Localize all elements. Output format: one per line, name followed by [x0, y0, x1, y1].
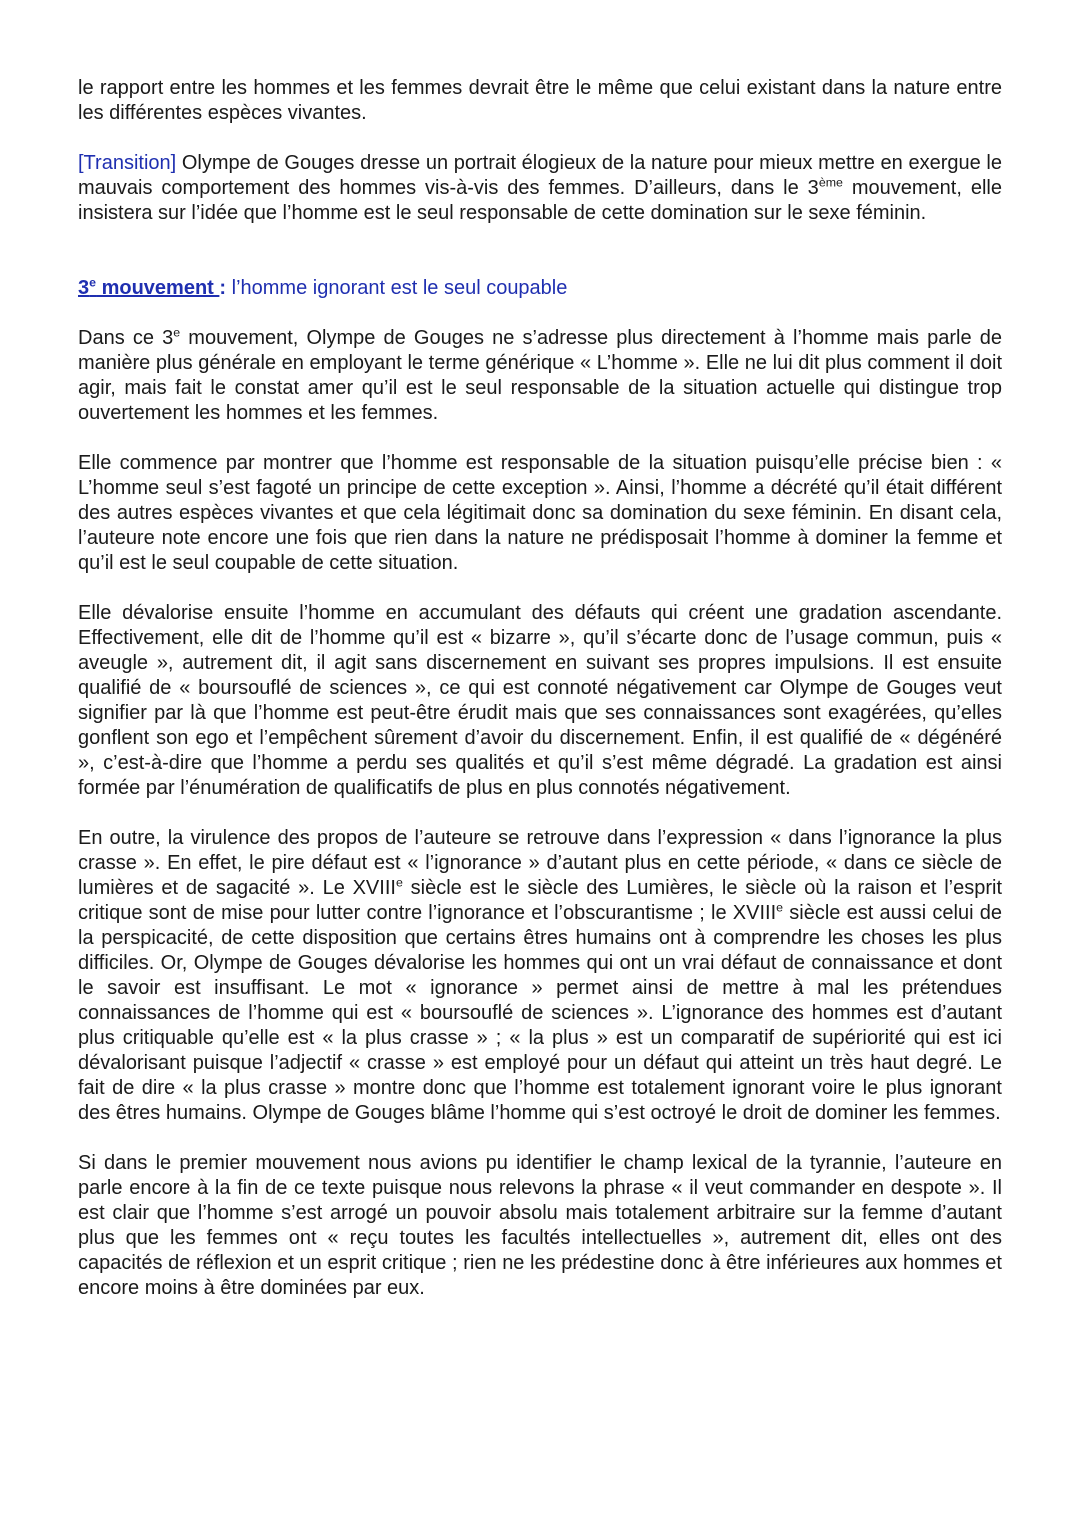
p4-superscript-1: e [395, 875, 403, 890]
p4-part-1: En outre, la virulence des propos de l’auteure se retrouve dans l’expression « dans l’ignorance la plus crasse ». En effet, le pire défaut est « l’ignorance » d’autant plus en cette période, « dans ce siècle de lumières et de sagacité ». Le XVIII [78, 827, 1002, 899]
heading-colon: : [219, 277, 227, 299]
paragraph-1 [78, 326, 1002, 426]
transition-label: [Transition] [78, 152, 177, 174]
p4-part-2: siècle est le siècle des Lumières, le siècle où la raison et l’esprit critique sont de mise pour lutter contre l’ignorance et l’obscurantisme ; le XVIII [78, 877, 1003, 924]
p1-before: Dans ce 3 [78, 327, 174, 349]
paragraph-5: Si dans le premier mouvement nous avions pu identifier le champ lexical de la tyrannie, l’auteure en parle encore à la fin de ce texte puisque nous relevons la phrase « il veut commander en despote ». Il est clair que l’homme s’est arrogé un pouvoir absolu mais totalement arbitraire sur la femme d’autant plus que les femmes ont « reçu toutes les facultés intellectuelles », autrement dit, elles ont des capacités de réflexion et un esprit critique ; rien ne les prédestine donc à être inférieures aux hommes et encore moins à être dominées par eux. [78, 1152, 1002, 1299]
p4-part-3: siècle est aussi celui de la perspicacité, de cette disposition que certains êtres humains ont à comprendre les choses les plus difficiles. Or, Olympe de Gouges dévalorise les hommes qui ont un vrai défaut de connaissance et dont le savoir est insuffisant. Le mot « ignorance » permet ainsi de mettre à mal les prétendues connaissances de l’homme qui est « boursouflé de sciences ». L’ignorance des hommes est d’autant plus critiquable qu’elle est « la plus crasse » ; « la plus » est un comparatif de supériorité qui est ici dévalorisant puisque l’adjectif « crasse » est employé pour un défaut qui atteint un très haut degré. Le fait de dire « la plus crasse » montre donc que l’homme est totalement ignorant voire le plus ignorant des êtres humains. Olympe de Gouges blâme l’homme qui s’est octroyé le droit de dominer les femmes. [78, 902, 1002, 1124]
p1-after: mouvement, Olympe de Gouges ne s’adresse plus directement à l’homme mais parle de manière plus générale en employant le terme générique « L’homme ». Elle ne lui dit plus comment il doit agir, mais fait le constat amer qu’il est le seul responsable de la situation actuelle qui distingue trop ouvertement les hommes et les femmes. [78, 327, 1002, 424]
heading-superscript: e [89, 275, 97, 290]
intro-paragraph: le rapport entre les hommes et les femmes devrait être le même que celui existant dans la nature entre les différentes espèces vivantes. [78, 77, 1002, 124]
paragraph-3: Elle dévalorise ensuite l’homme en accumulant des défauts qui créent une gradation ascendante. Effectivement, elle dit de l’homme qu’il est « bizarre », qu’il s’écarte donc de l’usage commun, puis « aveugle », autrement dit, il agit sans discernement en suivant ses propres impulsions. Il est ensuite qualifié de « boursouflé de sciences », ce qui est connoté négativement car Olympe de Gouges veut signifier par là que l’homme est peut-être érudit mais que ses connaissances sont exagérées, qu’elles gonflent son ego et l’empêchent sûrement d’avoir du discernement. Enfin, il est qualifié de « dégénéré », c’est-à-dire que l’homme a perdu ses qualités et qu’il s’est même dégradé. La gradation est ainsi formée par l’énumération de qualificatifs de plus en plus connotés négativement. [78, 602, 1002, 799]
p1-superscript: e [173, 325, 181, 340]
transition-text-after: mouvement, elle insistera sur l’idée que l’homme est le seul responsable de cette domination sur le sexe féminin. [78, 177, 1002, 224]
heading-title: l’homme ignorant est le seul coupable [226, 277, 568, 299]
heading-number: 3 [78, 277, 90, 299]
paragraph-2: Elle commence par montrer que l’homme est responsable de la situation puisqu’elle précise bien : « L’homme seul s’est fagoté un principe de cette exception ». Ainsi, l’homme a décrété qu’il était différent des autres espèces vivantes et que cela légitimait donc sa domination du sexe féminin. En disant cela, l’auteure note encore une fois que rien dans la nature ne prédisposait l’homme à dominer la femme et qu’il est le seul coupable de cette situation. [78, 452, 1002, 574]
transition-text-before: Olympe de Gouges dresse un portrait élogieux de la nature pour mieux mettre en exergue le mauvais comportement des hommes vis-à-vis des femmes. D’ailleurs, dans le 3 [78, 152, 1002, 199]
paragraph-4 [78, 826, 1002, 1126]
transition-paragraph [78, 151, 1002, 226]
p4-superscript-2: e [776, 900, 784, 915]
section-heading [78, 276, 1002, 301]
heading-word: mouvement [96, 277, 220, 299]
transition-superscript: ème [818, 175, 843, 190]
heading-movement-label [78, 277, 219, 299]
